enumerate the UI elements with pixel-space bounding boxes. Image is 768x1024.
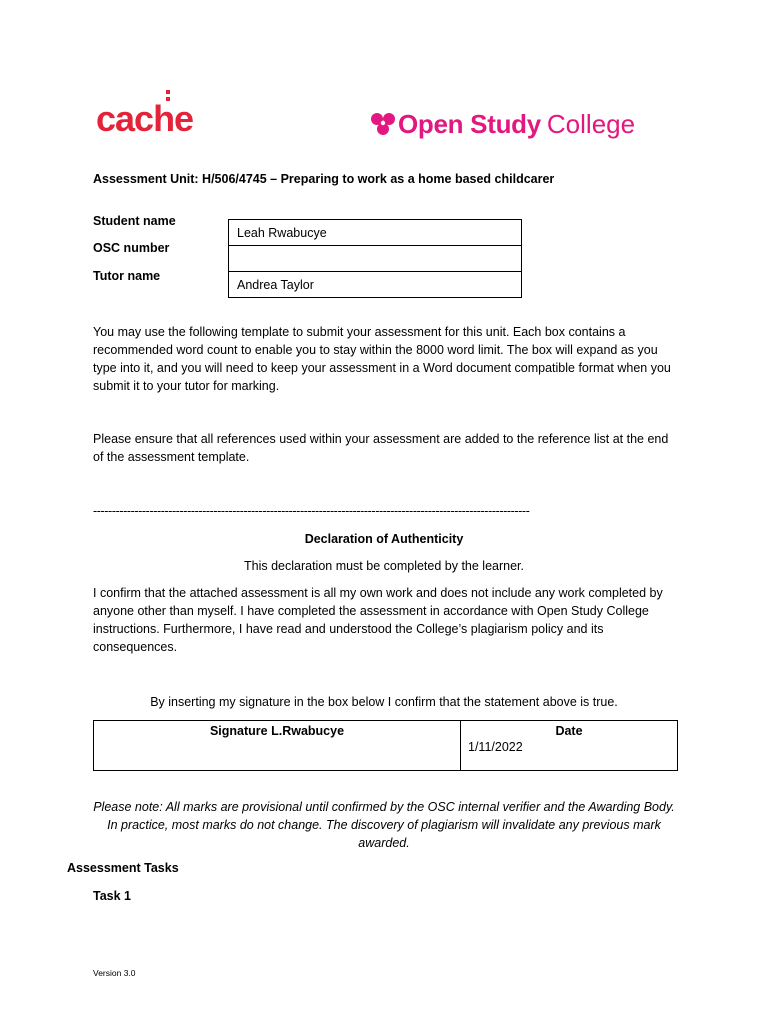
declaration-subtitle: This declaration must be completed by the learner.	[243, 559, 524, 573]
task-1-heading: Task 1	[93, 889, 131, 903]
declaration-title: Declaration of Authenticity	[304, 532, 464, 546]
intro-paragraph: You may use the following template to submit your assessment for this unit. Each box contains a recommended word count to enable you to stay within the 8000 word limit. The box will expand as you type into it, and you will need to keep your assessment in a Word document compatible format when you submit it to your tutor for marking.	[93, 325, 671, 393]
osc-logo-word2: College	[546, 108, 636, 139]
osc-logo	[370, 106, 635, 142]
tutor-name-label: Tutor name	[93, 269, 161, 283]
student-info-table	[228, 219, 522, 298]
version-footer: Version 3.0	[93, 968, 136, 978]
flower-icon	[370, 111, 396, 137]
signature-cell[interactable]	[94, 721, 461, 770]
date-label: Date	[555, 724, 583, 738]
signature-table	[93, 720, 678, 771]
date-value: 1/11/2022	[468, 740, 523, 754]
signature-prompt: By inserting my signature in the box below I confirm that the statement above is true.	[150, 695, 618, 709]
student-name-label: Student name	[93, 214, 176, 228]
tutor-name-field[interactable]: Andrea Taylor	[237, 277, 314, 292]
assessment-tasks-heading: Assessment Tasks	[67, 861, 179, 875]
signature-label: Signature L.Rwabucye	[209, 724, 345, 738]
references-paragraph: Please ensure that all references used within your assessment are added to the reference list at the end of the assessment template.	[93, 432, 669, 464]
provisional-marks-note: Please note: All marks are provisional until confirmed by the OSC internal verifier and the Awarding Body. In practice, most marks do not change. The discovery of plagiarism will invalidate any previous mark awarded.	[93, 800, 675, 850]
dashed-divider: --------------------------------------------------------------------------------------------------------------------	[93, 504, 530, 518]
assessment-unit-title: Assessment Unit: H/506/4745 – Preparing to work as a home based childcarer	[93, 172, 555, 186]
osc-number-field[interactable]	[229, 246, 521, 272]
date-cell[interactable]	[461, 721, 677, 770]
student-name-field[interactable]: Leah Rwabucye	[229, 220, 521, 246]
declaration-body: I confirm that the attached assessment is all my own work and does not include any work completed by anyone other than myself. I have completed the assessment in accordance with Open Study College instructions. Furthermore, I have read and understood the College’s plagiarism policy and its consequences.	[93, 586, 663, 654]
osc-logo-word1: Open Study	[398, 108, 541, 139]
cache-logo-text: cache	[96, 98, 194, 138]
osc-number-label: OSC number	[93, 241, 170, 255]
cache-logo	[96, 90, 208, 138]
